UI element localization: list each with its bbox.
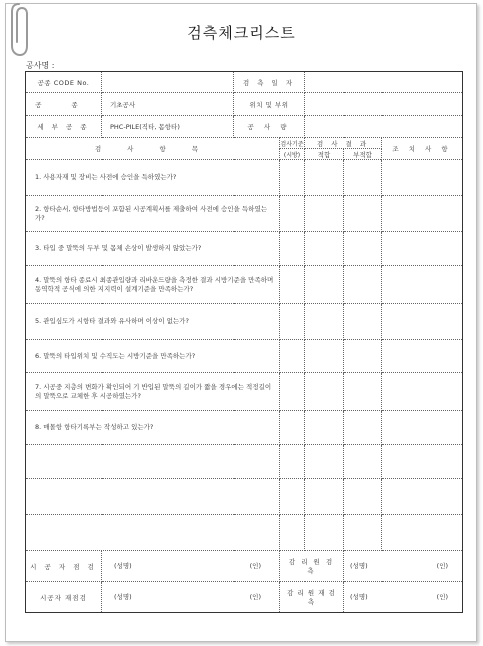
standard-cell[interactable]	[280, 340, 305, 373]
checklist-item: 1. 사용자재 및 장비는 사전에 승인을 득하였는가?	[26, 160, 280, 196]
action-cell[interactable]	[382, 266, 463, 304]
table-row	[26, 479, 463, 515]
checklist-item: 3. 타입 중 말뚝의 두부 및 몸체 손상이 발생하지 않았는가?	[26, 232, 280, 266]
action-cell[interactable]	[382, 373, 463, 411]
table-row	[26, 232, 463, 266]
fail-cell[interactable]	[344, 232, 382, 266]
name-placeholder: (성명)	[114, 562, 132, 570]
pass-cell[interactable]	[305, 340, 344, 373]
pass-cell[interactable]	[305, 515, 344, 551]
inspection-date-label: 검 측 일 자	[234, 72, 305, 93]
table-row	[26, 515, 463, 551]
supervisor-resignature-cell[interactable]	[344, 582, 463, 613]
pass-cell[interactable]	[305, 266, 344, 304]
fail-cell[interactable]	[344, 196, 382, 232]
location-value[interactable]	[305, 93, 463, 116]
action-cell[interactable]	[382, 304, 463, 340]
action-cell[interactable]	[382, 479, 463, 515]
seal-placeholder: (인)	[436, 562, 449, 570]
fail-cell[interactable]	[344, 160, 382, 196]
table-row	[26, 411, 463, 445]
fail-cell[interactable]	[344, 445, 382, 479]
blank-item-cell[interactable]	[26, 479, 280, 515]
contractor-reinspection-label: 시공자 재점검	[26, 582, 102, 613]
work-code-label: 공종 CODE No.	[26, 72, 102, 93]
pass-header: 적합	[305, 149, 344, 160]
supervisor-reinspection-label: 감 리 원 재 검 측	[280, 582, 344, 613]
action-cell[interactable]	[382, 160, 463, 196]
standard-cell[interactable]	[280, 515, 305, 551]
checklist-item: 2. 항타순서, 항타방법등이 포함된 시공계획서를 제출하여 사전에 승인을 득하였는가?	[26, 196, 280, 232]
standard-cell[interactable]	[280, 304, 305, 340]
fail-header: 부적합	[344, 149, 382, 160]
contractor-inspection-label: 시 공 자 점 검	[26, 551, 102, 582]
work-code-value[interactable]	[102, 72, 234, 93]
inspection-date-value[interactable]	[305, 72, 463, 93]
fail-cell[interactable]	[344, 304, 382, 340]
checklist-item: 6. 말뚝의 타입위치 및 수직도는 시방기준을 만족하는가?	[26, 340, 280, 373]
detail-type-label: 세 부 공 종	[26, 116, 102, 138]
action-header: 조 치 사 항	[382, 138, 463, 160]
checklist-item: 8. 매몰항 항타기록부는 작성하고 있는가?	[26, 411, 280, 445]
signature-row	[26, 582, 463, 613]
pass-cell[interactable]	[305, 411, 344, 445]
name-placeholder: (성명)	[350, 593, 368, 601]
contractor-signature-cell[interactable]	[102, 551, 280, 582]
document-title: 검측체크리스트	[187, 24, 296, 42]
supervisor-signature-cell[interactable]	[344, 551, 463, 582]
quantity-value[interactable]	[305, 116, 463, 138]
work-type-label: 공 종	[26, 93, 102, 116]
action-cell[interactable]	[382, 232, 463, 266]
info-row-3	[26, 116, 463, 138]
table-row	[26, 340, 463, 373]
work-type-value[interactable]: 기초공사	[102, 93, 234, 116]
inspection-form-table	[25, 71, 463, 613]
table-row	[26, 266, 463, 304]
items-header: 검 사 항 목	[26, 138, 280, 160]
supervisor-inspection-label: 감 리 원 검 측	[280, 551, 344, 582]
pass-cell[interactable]	[305, 160, 344, 196]
project-name-label: 공사명 :	[26, 61, 55, 70]
table-row	[26, 196, 463, 232]
checklist-item: 5. 관입심도가 시항타 결과와 유사하며 이상이 없는가?	[26, 304, 280, 340]
action-cell[interactable]	[382, 196, 463, 232]
name-placeholder: (성명)	[350, 562, 368, 570]
result-header: 검 사 결 과	[305, 138, 382, 149]
seal-placeholder: (인)	[436, 593, 449, 601]
action-cell[interactable]	[382, 515, 463, 551]
pass-cell[interactable]	[305, 232, 344, 266]
standard-sub-header: (시방)	[280, 149, 305, 160]
checklist-item: 7. 시공중 지층의 변화가 확인되어 기 반입된 말뚝의 길이가 짧을 경우에는 적정길이의 말뚝으로 교체한 후 시공하였는가?	[26, 373, 280, 411]
fail-cell[interactable]	[344, 515, 382, 551]
info-row-1	[26, 72, 463, 93]
action-cell[interactable]	[382, 411, 463, 445]
standard-cell[interactable]	[280, 479, 305, 515]
fail-cell[interactable]	[344, 479, 382, 515]
info-row-2	[26, 93, 463, 116]
location-label: 위치 및 부위	[234, 93, 305, 116]
table-row	[26, 304, 463, 340]
quantity-label: 공 사 량	[234, 116, 305, 138]
pass-cell[interactable]	[305, 196, 344, 232]
pass-cell[interactable]	[305, 373, 344, 411]
detail-type-value[interactable]: PHC-PILE(직타, 몸항타)	[102, 116, 234, 138]
standard-cell[interactable]	[280, 411, 305, 445]
fail-cell[interactable]	[344, 340, 382, 373]
standard-cell[interactable]	[280, 196, 305, 232]
signature-row	[26, 551, 463, 582]
table-row	[26, 445, 463, 479]
action-cell[interactable]	[382, 340, 463, 373]
table-row	[26, 373, 463, 411]
pass-cell[interactable]	[305, 445, 344, 479]
blank-item-cell[interactable]	[26, 445, 280, 479]
blank-item-cell[interactable]	[26, 515, 280, 551]
checklist-item: 4. 말뚝의 항타 종료시 최종관입량과 리바운드량을 측정한 결과 시방기준을 만족하며 동역학적 공식에 의한 지지력이 설계기준을 만족하는가?	[26, 266, 280, 304]
seal-placeholder: (인)	[249, 562, 261, 570]
name-placeholder: (성명)	[114, 593, 132, 601]
contractor-resignature-cell[interactable]	[102, 582, 280, 613]
fail-cell[interactable]	[344, 266, 382, 304]
table-row	[26, 160, 463, 196]
fail-cell[interactable]	[344, 411, 382, 445]
pass-cell[interactable]	[305, 304, 344, 340]
standard-cell[interactable]	[280, 160, 305, 196]
standard-cell[interactable]	[280, 266, 305, 304]
action-cell[interactable]	[382, 445, 463, 479]
standard-cell[interactable]	[280, 445, 305, 479]
seal-placeholder: (인)	[249, 593, 261, 601]
standard-cell[interactable]	[280, 373, 305, 411]
pass-cell[interactable]	[305, 479, 344, 515]
fail-cell[interactable]	[344, 373, 382, 411]
standard-header: 검사기준	[280, 138, 305, 149]
header-row-1	[26, 138, 463, 149]
standard-cell[interactable]	[280, 232, 305, 266]
